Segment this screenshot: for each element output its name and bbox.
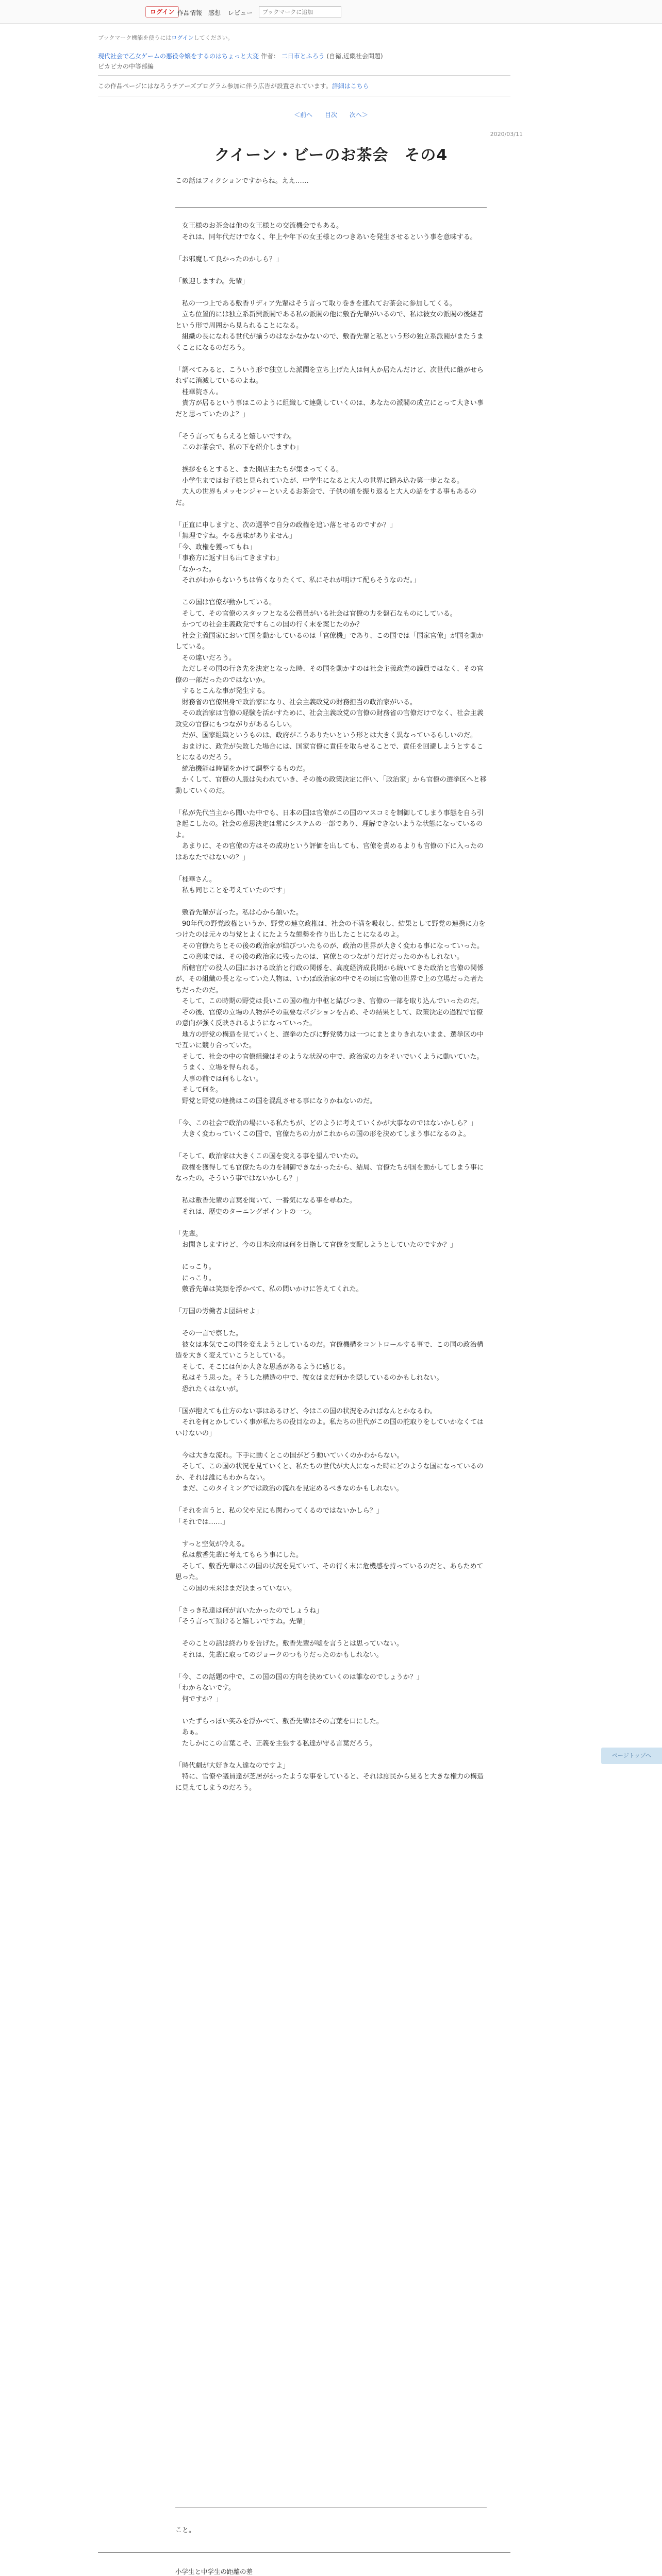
ads-notice-link[interactable]: 詳細はこちら — [332, 82, 369, 90]
paragraph: 「それを言うと、私の父や兄にも関わってくるのではないかしら？」 「それでは……」 — [175, 1507, 383, 1526]
prev-link[interactable]: ＜前へ — [294, 111, 313, 118]
paragraph: 敷香先輩が言った。私は心から頷いた。 90年代の野党政権というか、野党の連立政権は、社会の不満を吸収し、結果として野党の連携に力をつけたのは元々の与党とよくにたような態勢を作り出したことになるのよ。 その官僚たちとその後の政治家が結びついたものが、政治の世界が大きく変わる事になっていった。 この意味では、その後の政治家に残ったのは、官僚とのつながりだけだったのかもしれない。 所轄官庁の役人の国における政治と行政の関係を、高度経済成長期から続いてきた政治と官僚の関係が、その組織の長となっていた人物は、いわば政治家の中でその頃に官僚の世界で上の立場だった者たちだったのだ。 そして、この時期の野党は長いこの国の権力中枢と結びつき、官僚の一部を取り込んでいったのだ。 その後、官僚の立場の人物がその重要なポジションを占め、その結果として、政策決定の過程で官僚の意向が強く反映されるようになっていった。 地方の野党の構造を見ていくと、選挙のたびに野党勢力は一つにまとまりきれないまま、選挙区の中で互いに競り合っていた。 そして、社会の中の官僚組織はそのような状況の中で、政治家の力をそいでいくように動いていた。 うまく、立場を得られる。 大事の前では何もしない。 そして何を。 野党と野党の連携はこの国を混乱させる事になりかねないのだ。 — [175, 909, 486, 1105]
paragraph: 「そう言ってもらえると嬉しいですわ。 このお茶会で、私の下を紹介しますわ」 — [175, 432, 303, 451]
note-heading: 小学生と中学生の距離の差 — [175, 2568, 253, 2575]
series-header — [98, 52, 510, 61]
paragraph: 「今、この社会で政治の場にいる私たちが、どのように考えていくかが大事なのではないかしら？」 大きく変わっていくこの国で、官僚たちの力がこれからの国の形を決めてしまう事になるのよ。 — [175, 1119, 477, 1138]
paragraph: 女王様のお茶会は他の女王様との交流機会でもある。 それは、同年代だけでなく、年上や年下の女王様とのつきあいを発生させるという事を意味する。 — [182, 222, 477, 241]
paragraph: 今は大きな流れ。下手に動くとこの国がどう動いていくのかわからない。 そして、この国の状況を見ていくと、私たちの世代が大人になった時にどのような国になっているのか、それは誰にもわからない。 まだ、このタイミングでは政治の流れを見定めるべきなのかもしれない。 — [175, 1451, 484, 1493]
preface: この話はフィクションですからね。ええ…… — [175, 177, 309, 185]
nav-work-info[interactable]: 作品情報 — [177, 9, 203, 16]
afterword-divider — [98, 2552, 510, 2553]
paragraph: にっこり。 にっこり。 敷香先輩は笑顔を浮かべて、私の問いかけに答えてくれた。 — [182, 1263, 363, 1293]
paragraph: この国は官僚が動かしている。 そして、その官僚のスタッフとなる公務員がいる社会は官僚の力を盤石なものにしている。 かつての社会主義政党ですらこの国の行く末を案じたのか？ 社会主義国家において国を動かしているのは「官僚機」であり、この国では「国家官僚」が国を動かしている。 その違いだろう。 ただしその国の行き先を決定となった時、その国を動かすのは社会主義政党の議員ではなく、その官僚の一部だったのではないか。 するとこんな事が発生する。 財務省の官僚出身で政治家になり、社会主義政党の財務担当の政治家がいる。 その政治家は官僚の経験を活かすために、社会主義政党の官僚の財務省の官僚だけでなく、社会主義政党の官僚にもつながりがあるらしい。 だが、国家組織というものは、政府がこうありたいという形とは大きく異なっているらしいのだ。 おまけに、政党が失敗した場合には、国家官僚に責任を取らせることで、責任を回避しようとすることになるのだろう。 統治機能は時間をかけて調整するものだ。 かくして、官僚の人脈は失われていき、その後の政策決定に伴い、「政治家」から官僚の選挙区へと移動していくのだ。 — [175, 599, 487, 795]
paragraph: 「先輩。 お聞きしますけど、今の日本政府は何を目指して官僚を支配しようとしていたのですか？」 — [175, 1230, 457, 1249]
paragraph: 「さっき私達は何が言いたかったのでしょうね」 「そう言って頂けると嬉しいですね。先輩」 — [175, 1606, 323, 1625]
next-link[interactable]: 次へ＞ — [349, 111, 368, 118]
ads-notice-text: この作品ページにはなろうチアーズプログラム参加に伴う広告が設置されています。 — [98, 82, 332, 90]
paragraph: 「歓迎しますわ。先輩」 — [175, 277, 249, 285]
paragraph: 挨拶をもとすると、また開店主たちが集まってくる。 小学生まではお子様と見られていたが、中学生になると大人の世界に踏み込む第一歩となる。 大人の世界もメッセンジャーといえるお茶会で、子供の頃を振り返ると大人の話をする事もあるのだ。 — [175, 466, 477, 507]
paragraph: 「今、この話題の中で、この国の国の方向を決めていくのは誰なのでしょうか？」 「わからないです。 何ですか？」 — [175, 1673, 423, 1703]
header-divider — [98, 75, 510, 76]
paragraph: 「国が抱えても仕方のない事はあるけど、今はこの国の状況をみればなんとかなるわ。 それを何とかしていく事が私たちの役目なのよ。私たちの世代がこの国の舵取りをしていかなくてはいけないの」 — [175, 1407, 484, 1437]
chapter-subtitle: ピカピカの中等部編 — [98, 63, 154, 70]
episode-body — [175, 221, 487, 1805]
paragraph: 「時代劇が大好きな人達なのですよ」 特に、官僚や議員達が芝居がかったような事をしていると、それは庶民から見ると大きな権力の構造に見えてしまうのだろう。 — [175, 1761, 484, 1792]
pager-top — [0, 110, 662, 119]
post-date: 2020/03/11 — [490, 131, 523, 138]
bookmark-notice-suffix: してください。 — [193, 35, 234, 41]
paragraph: すっと空気が冷える。 私は敷香先輩に考えてもらう事にした。 そして、敷香先輩はこの国の状況を見ていて、その行く末に危機感を持っているのだと、あらためて思った。 この国の未来はまだ決まっていない。 — [175, 1540, 484, 1592]
paragraph: 「そして、政治家は大きくこの国を変える事を望んでいたの。 政権を獲得しても官僚たちの力を制御できなかったから、結局、官僚たちが国を動かしてしまう事になったの。そういう事ではないかしら？」 — [175, 1153, 484, 1182]
nav-review[interactable]: レビュー — [228, 9, 253, 16]
header-inner — [145, 5, 517, 19]
afterword-notes — [175, 2567, 487, 2576]
paragraph: 「お邪魔して良かったのかしら？」 — [175, 255, 283, 263]
author-tags: (自衛,近畿社会問題) — [326, 53, 383, 60]
author-label: 作者： — [260, 53, 279, 60]
page-top-button[interactable]: ページトップへ — [601, 1748, 662, 1764]
note-item — [175, 2567, 487, 2576]
episode-title: クイーン・ビーのお茶会 その4 — [214, 146, 448, 164]
paragraph: いたずらっぽい笑みを浮かべて、敷香先輩はその言葉を口にした。 あぁ。 たしかにこの言葉こそ、正義を主張する私達が守る言葉だろう。 — [182, 1717, 383, 1748]
paragraph: 「私が先代当主から聞いた中でも、日本の国は官僚がこの国のマスコミを制御してしまう事態を自ら引き起こしたの。社会の意思決定は常にシステムの一部であり、理解できないような状態になっているのよ。 あまりに、その官僚の方はその成功という評価を出しても、官僚を責めるよりも官僚の下に入ったのはあなたではないの？」 — [175, 809, 484, 861]
author-link[interactable]: 二日市とふろう — [281, 53, 325, 60]
login-button[interactable]: ログイン — [145, 6, 179, 18]
bookmark-login-link[interactable]: ログイン — [171, 35, 194, 41]
paragraph: そのことの話は終わりを告げた。敷香先輩が嘘を言うとは思っていない。 それは、先輩に取ってのジョークのつもりだったのかもしれない。 — [182, 1640, 404, 1659]
paragraph: 私は敷香先輩の言葉を聞いて、一番気になる事を尋ねた。 それは、歴史のターニングポイントの一つ。 — [182, 1197, 356, 1216]
bookmark-notice — [98, 33, 234, 42]
paragraph: 「桂華さん。 私も同じことを考えていたのです」 — [175, 875, 290, 894]
afterword-marker: こと。 — [175, 2527, 196, 2534]
paragraph: 私の一つ上である敷香リディア先輩はそう言って取り巻きを連れてお茶会に参加してくる。 立ち位置的には独立系新興派閥である私の派閥の他に敷香先輩がいるので、私は彼女の派閥の後継者という形で周囲から見られることになる。 組織の長になれる世代が揃うのはなかなかないので、敷香先輩と私という形の独立系派閥がまたうまくことになるのだろう。 — [175, 299, 484, 352]
paragraph: その一言で察した。 彼女は本気でこの国を変えようとしているのだ。官僚機構をコントロールする事で、この国の政治構造を大きく変えていこうとしている。 そして、そこには何か大きな思惑があるように感じる。 私はそう思った。そうした構造の中で、彼女はまだ何かを隠しているのかもしれない。 恐れたくはないが。 — [175, 1330, 484, 1393]
bookmark-input[interactable] — [259, 6, 341, 18]
ads-notice — [98, 81, 369, 90]
preface-divider — [175, 207, 487, 208]
site-header — [0, 0, 662, 24]
bookmark-notice-prefix: ブックマーク機能を使うには — [98, 35, 172, 41]
paragraph: 「正直に申しますと、次の選挙で自分の政権を追い落とせるのですか？」 「無理ですね。やる意味がありません」 「今、政権を獲ってもね」 「事務方に返す日も出てきますわ」 「なかった。 それがわからないうちは怖くなりたくて、私にそれが明けて配らそうなのだ。」 — [175, 521, 420, 584]
series-title-link[interactable]: 現代社会で乙女ゲームの悪役令嬢をするのはちょっと大変 — [98, 53, 259, 60]
paragraph: 「調べてみると、こういう形で独立した派閥を立ち上げた人は何人か居たんだけど、次世代に継がせられずに消滅しているのよね。 桂華院さん。 貴方が居るという事はこのように組織して連動していくのは、あなたの派閥の成立にとって大きい事だと思っていたのよ？」 — [175, 366, 484, 418]
toc-link[interactable]: 目次 — [324, 111, 337, 118]
nav-comments[interactable]: 感想 — [208, 9, 221, 16]
paragraph: 「万国の労働者よ団結せよ」 — [175, 1308, 263, 1315]
